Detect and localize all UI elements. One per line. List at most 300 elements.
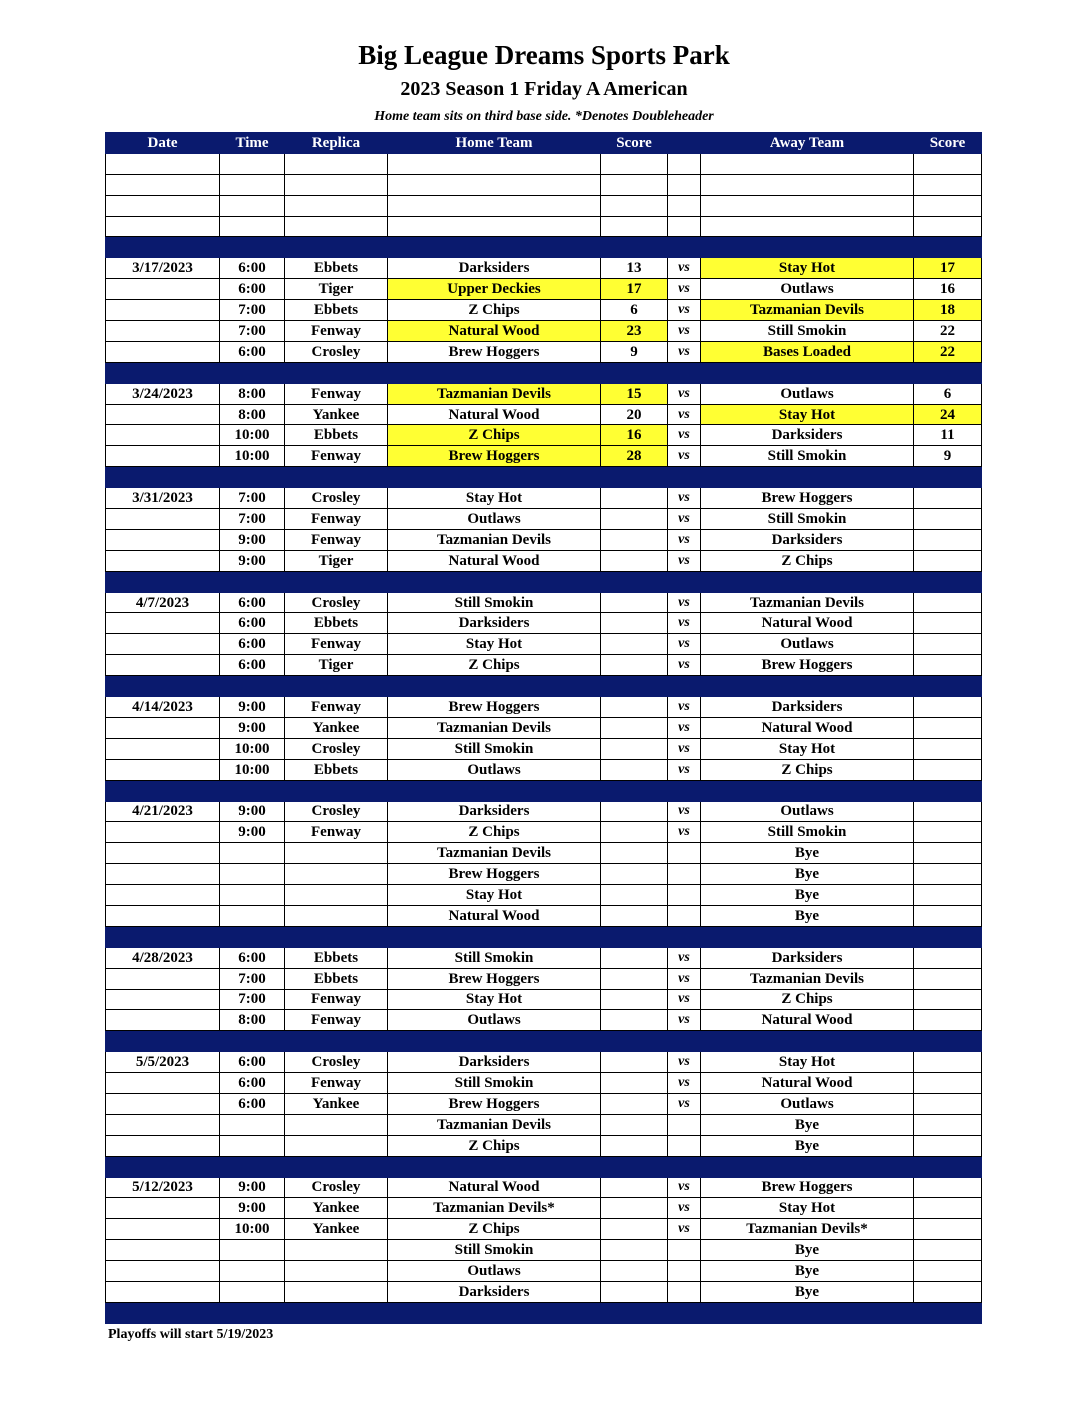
time-cell <box>220 195 285 216</box>
away-score-cell <box>914 1240 982 1261</box>
away-score-cell <box>914 509 982 530</box>
week-separator-row <box>106 1156 982 1177</box>
away-team-cell: Tazmanian Devils <box>701 592 914 613</box>
date-cell <box>106 404 220 425</box>
replica-cell: Fenway <box>285 509 388 530</box>
away-team-cell: Outlaws <box>701 1093 914 1114</box>
home-score-cell <box>601 968 668 989</box>
date-cell <box>106 738 220 759</box>
blank-row <box>106 195 982 216</box>
game-row <box>106 1281 982 1302</box>
away-score-cell <box>914 1261 982 1282</box>
game-row <box>106 509 982 530</box>
game-row <box>106 885 982 906</box>
home-score-cell <box>601 488 668 509</box>
time-cell: 9:00 <box>220 1177 285 1198</box>
date-cell <box>106 864 220 885</box>
game-row <box>106 1261 982 1282</box>
replica-cell <box>285 153 388 174</box>
separator-cell <box>220 676 285 697</box>
away-score-cell <box>914 1073 982 1094</box>
replica-cell <box>285 1114 388 1135</box>
separator-cell <box>668 780 701 801</box>
schedule-body <box>106 153 982 1323</box>
away-score-cell <box>914 947 982 968</box>
vs-cell: vs <box>668 446 701 467</box>
separator-cell <box>914 362 982 383</box>
home-score-cell <box>601 905 668 926</box>
separator-cell <box>914 780 982 801</box>
home-score-cell <box>601 759 668 780</box>
replica-cell: Yankee <box>285 717 388 738</box>
away-score-cell <box>914 1114 982 1135</box>
home-score-cell <box>601 864 668 885</box>
separator-cell <box>601 780 668 801</box>
date-cell <box>106 425 220 446</box>
vs-cell <box>668 905 701 926</box>
home-score-cell <box>601 801 668 822</box>
separator-cell <box>701 237 914 258</box>
away-team-cell: Brew Hoggers <box>701 655 914 676</box>
time-cell: 6:00 <box>220 947 285 968</box>
away-score-cell <box>914 738 982 759</box>
time-cell: 6:00 <box>220 279 285 300</box>
game-row <box>106 759 982 780</box>
away-score-cell <box>914 1281 982 1302</box>
replica-cell <box>285 1261 388 1282</box>
away-team-cell: Tazmanian Devils <box>701 300 914 321</box>
home-score-cell <box>601 717 668 738</box>
home-team-cell: Still Smokin <box>388 1073 601 1094</box>
date-cell: 5/12/2023 <box>106 1177 220 1198</box>
time-cell <box>220 1281 285 1302</box>
home-team-cell: Still Smokin <box>388 947 601 968</box>
date-cell <box>106 759 220 780</box>
game-row <box>106 864 982 885</box>
separator-cell <box>220 571 285 592</box>
date-cell <box>106 1198 220 1219</box>
game-row <box>106 801 982 822</box>
replica-cell: Fenway <box>285 634 388 655</box>
separator-cell <box>914 571 982 592</box>
page-subtitle: 2023 Season 1 Friday A American <box>400 78 688 100</box>
week-separator-row <box>106 676 982 697</box>
time-cell: 9:00 <box>220 550 285 571</box>
time-cell <box>220 1114 285 1135</box>
game-row <box>106 1198 982 1219</box>
col-header-home-team: Home Team <box>388 133 601 154</box>
separator-cell <box>601 676 668 697</box>
home-team-cell: Natural Wood <box>388 404 601 425</box>
replica-cell: Fenway <box>285 446 388 467</box>
separator-cell <box>106 676 220 697</box>
away-score-cell <box>914 655 982 676</box>
separator-cell <box>388 467 601 488</box>
time-cell: 6:00 <box>220 258 285 279</box>
separator-cell <box>601 1156 668 1177</box>
col-header-vs <box>668 133 701 154</box>
separator-cell <box>285 1156 388 1177</box>
time-cell: 7:00 <box>220 989 285 1010</box>
away-score-cell <box>914 1198 982 1219</box>
home-team-cell: Upper Deckies <box>388 279 601 300</box>
date-cell <box>106 300 220 321</box>
home-score-cell <box>601 1198 668 1219</box>
date-cell <box>106 885 220 906</box>
replica-cell: Fenway <box>285 321 388 342</box>
vs-cell <box>668 864 701 885</box>
game-row <box>106 341 982 362</box>
home-team-cell: Stay Hot <box>388 989 601 1010</box>
game-row <box>106 634 982 655</box>
away-score-cell <box>914 153 982 174</box>
replica-cell: Fenway <box>285 697 388 718</box>
separator-cell <box>914 467 982 488</box>
separator-cell <box>388 1156 601 1177</box>
away-team-cell: Darksiders <box>701 425 914 446</box>
date-cell: 3/24/2023 <box>106 383 220 404</box>
home-score-cell <box>601 1281 668 1302</box>
replica-cell: Fenway <box>285 1073 388 1094</box>
away-team-cell: Outlaws <box>701 801 914 822</box>
home-score-cell: 17 <box>601 279 668 300</box>
home-score-cell: 9 <box>601 341 668 362</box>
away-team-cell: Bye <box>701 1240 914 1261</box>
game-row <box>106 905 982 926</box>
home-team-cell: Natural Wood <box>388 905 601 926</box>
date-cell <box>106 509 220 530</box>
vs-cell: vs <box>668 404 701 425</box>
away-team-cell: Darksiders <box>701 947 914 968</box>
home-team-cell: Z Chips <box>388 1135 601 1156</box>
away-team-cell: Bases Loaded <box>701 341 914 362</box>
separator-cell <box>668 676 701 697</box>
separator-cell <box>701 467 914 488</box>
separator-cell <box>668 237 701 258</box>
away-team-cell: Natural Wood <box>701 1010 914 1031</box>
replica-cell <box>285 864 388 885</box>
vs-cell: vs <box>668 509 701 530</box>
blank-row <box>106 153 982 174</box>
date-cell <box>106 822 220 843</box>
vs-cell: vs <box>668 425 701 446</box>
date-cell <box>106 843 220 864</box>
away-team-cell: Stay Hot <box>701 258 914 279</box>
separator-cell <box>106 237 220 258</box>
home-score-cell <box>601 947 668 968</box>
game-row <box>106 488 982 509</box>
separator-cell <box>668 1302 701 1323</box>
away-team-cell: Bye <box>701 1281 914 1302</box>
away-team-cell: Z Chips <box>701 759 914 780</box>
home-score-cell <box>601 174 668 195</box>
game-row <box>106 968 982 989</box>
home-team-cell: Natural Wood <box>388 321 601 342</box>
separator-cell <box>388 676 601 697</box>
replica-cell <box>285 885 388 906</box>
game-row <box>106 300 982 321</box>
replica-cell <box>285 843 388 864</box>
separator-cell <box>388 362 601 383</box>
vs-cell: vs <box>668 1198 701 1219</box>
time-cell <box>220 1261 285 1282</box>
away-score-cell <box>914 717 982 738</box>
home-team-cell: Tazmanian Devils <box>388 1114 601 1135</box>
replica-cell: Yankee <box>285 1093 388 1114</box>
home-team-cell: Z Chips <box>388 655 601 676</box>
time-cell: 8:00 <box>220 383 285 404</box>
separator-cell <box>701 1302 914 1323</box>
replica-cell: Fenway <box>285 822 388 843</box>
vs-cell <box>668 885 701 906</box>
time-cell: 10:00 <box>220 446 285 467</box>
week-separator-row <box>106 1031 982 1052</box>
home-score-cell: 16 <box>601 425 668 446</box>
time-cell: 10:00 <box>220 425 285 446</box>
home-team-cell: Natural Wood <box>388 550 601 571</box>
date-cell: 3/17/2023 <box>106 258 220 279</box>
game-row <box>106 529 982 550</box>
week-separator-row <box>106 467 982 488</box>
replica-cell <box>285 1135 388 1156</box>
away-team-cell: Tazmanian Devils <box>701 968 914 989</box>
separator-cell <box>701 676 914 697</box>
vs-cell: vs <box>668 341 701 362</box>
week-separator-row <box>106 237 982 258</box>
vs-cell: vs <box>668 634 701 655</box>
separator-cell <box>914 1302 982 1323</box>
separator-cell <box>601 362 668 383</box>
separator-cell <box>601 1302 668 1323</box>
home-team-cell: Outlaws <box>388 1010 601 1031</box>
replica-cell: Crosley <box>285 1052 388 1073</box>
vs-cell <box>668 195 701 216</box>
separator-cell <box>914 1156 982 1177</box>
separator-cell <box>701 362 914 383</box>
away-team-cell: Outlaws <box>701 383 914 404</box>
replica-cell: Crosley <box>285 1177 388 1198</box>
game-row <box>106 1240 982 1261</box>
playoffs-note: Playoffs will start 5/19/2023 <box>108 1327 274 1342</box>
game-row <box>106 1010 982 1031</box>
time-cell: 8:00 <box>220 404 285 425</box>
vs-cell: vs <box>668 1093 701 1114</box>
separator-cell <box>388 780 601 801</box>
week-separator-row <box>106 1302 982 1323</box>
home-team-cell: Z Chips <box>388 425 601 446</box>
separator-cell <box>701 926 914 947</box>
away-team-cell: Bye <box>701 885 914 906</box>
away-score-cell <box>914 613 982 634</box>
away-score-cell <box>914 905 982 926</box>
away-score-cell: 24 <box>914 404 982 425</box>
date-cell <box>106 634 220 655</box>
home-score-cell <box>601 1073 668 1094</box>
away-team-cell: Bye <box>701 843 914 864</box>
away-score-cell: 11 <box>914 425 982 446</box>
home-score-cell <box>601 1261 668 1282</box>
home-score-cell: 28 <box>601 446 668 467</box>
away-score-cell <box>914 529 982 550</box>
date-cell <box>106 989 220 1010</box>
vs-cell: vs <box>668 989 701 1010</box>
away-team-cell: Bye <box>701 905 914 926</box>
week-separator-row <box>106 571 982 592</box>
time-cell <box>220 216 285 237</box>
time-cell: 9:00 <box>220 822 285 843</box>
time-cell: 10:00 <box>220 759 285 780</box>
vs-cell: vs <box>668 717 701 738</box>
replica-cell: Ebbets <box>285 968 388 989</box>
away-team-cell: Brew Hoggers <box>701 488 914 509</box>
away-score-cell <box>914 1135 982 1156</box>
away-team-cell: Tazmanian Devils* <box>701 1219 914 1240</box>
replica-cell: Ebbets <box>285 258 388 279</box>
away-score-cell <box>914 634 982 655</box>
vs-cell: vs <box>668 1073 701 1094</box>
away-score-cell <box>914 759 982 780</box>
away-score-cell <box>914 697 982 718</box>
game-row <box>106 697 982 718</box>
schedule-table <box>105 132 982 1324</box>
separator-cell <box>701 571 914 592</box>
away-score-cell <box>914 968 982 989</box>
replica-cell: Crosley <box>285 801 388 822</box>
time-cell: 6:00 <box>220 341 285 362</box>
separator-cell <box>914 237 982 258</box>
home-score-cell: 20 <box>601 404 668 425</box>
time-cell: 6:00 <box>220 613 285 634</box>
home-score-cell: 23 <box>601 321 668 342</box>
date-cell: 4/14/2023 <box>106 697 220 718</box>
replica-cell <box>285 216 388 237</box>
home-team-cell: Z Chips <box>388 1219 601 1240</box>
separator-cell <box>285 926 388 947</box>
separator-cell <box>220 237 285 258</box>
week-separator-row <box>106 362 982 383</box>
away-team-cell: Bye <box>701 1135 914 1156</box>
time-cell: 8:00 <box>220 1010 285 1031</box>
game-row <box>106 822 982 843</box>
game-row <box>106 383 982 404</box>
away-score-cell <box>914 195 982 216</box>
home-team-cell: Darksiders <box>388 1281 601 1302</box>
game-row <box>106 425 982 446</box>
separator-cell <box>601 1031 668 1052</box>
home-team-cell <box>388 153 601 174</box>
separator-cell <box>220 780 285 801</box>
game-row <box>106 550 982 571</box>
vs-cell <box>668 174 701 195</box>
replica-cell: Yankee <box>285 404 388 425</box>
table-header-row <box>106 133 982 154</box>
separator-cell <box>285 571 388 592</box>
replica-cell: Fenway <box>285 529 388 550</box>
vs-cell: vs <box>668 801 701 822</box>
date-cell <box>106 279 220 300</box>
away-score-cell: 18 <box>914 300 982 321</box>
date-cell <box>106 1135 220 1156</box>
separator-cell <box>668 571 701 592</box>
home-team-cell: Tazmanian Devils <box>388 843 601 864</box>
date-cell <box>106 446 220 467</box>
separator-cell <box>106 467 220 488</box>
page-title: Big League Dreams Sports Park <box>358 40 730 70</box>
away-score-cell <box>914 822 982 843</box>
vs-cell: vs <box>668 947 701 968</box>
home-score-cell <box>601 1052 668 1073</box>
vs-cell: vs <box>668 822 701 843</box>
time-cell: 7:00 <box>220 968 285 989</box>
home-score-cell <box>601 1114 668 1135</box>
vs-cell: vs <box>668 321 701 342</box>
separator-cell <box>220 926 285 947</box>
home-team-cell: Still Smokin <box>388 592 601 613</box>
home-team-cell: Outlaws <box>388 759 601 780</box>
vs-cell <box>668 216 701 237</box>
col-header-away-team: Away Team <box>701 133 914 154</box>
time-cell: 9:00 <box>220 529 285 550</box>
replica-cell: Tiger <box>285 655 388 676</box>
vs-cell: vs <box>668 759 701 780</box>
date-cell <box>106 905 220 926</box>
separator-cell <box>106 1031 220 1052</box>
away-team-cell: Natural Wood <box>701 717 914 738</box>
date-cell <box>106 195 220 216</box>
blank-row <box>106 216 982 237</box>
home-score-cell <box>601 509 668 530</box>
home-team-cell: Stay Hot <box>388 488 601 509</box>
separator-cell <box>601 237 668 258</box>
home-score-cell <box>601 195 668 216</box>
away-score-cell <box>914 864 982 885</box>
replica-cell <box>285 195 388 216</box>
vs-cell: vs <box>668 1010 701 1031</box>
col-header-replica: Replica <box>285 133 388 154</box>
vs-cell: vs <box>668 968 701 989</box>
separator-cell <box>601 467 668 488</box>
game-row <box>106 655 982 676</box>
time-cell <box>220 885 285 906</box>
separator-cell <box>701 780 914 801</box>
away-team-cell: Stay Hot <box>701 1052 914 1073</box>
vs-cell: vs <box>668 613 701 634</box>
game-row <box>106 613 982 634</box>
away-team-cell: Z Chips <box>701 550 914 571</box>
away-score-cell <box>914 885 982 906</box>
separator-cell <box>668 362 701 383</box>
replica-cell <box>285 1240 388 1261</box>
separator-cell <box>388 1302 601 1323</box>
col-header-time: Time <box>220 133 285 154</box>
separator-cell <box>388 237 601 258</box>
vs-cell: vs <box>668 1219 701 1240</box>
separator-cell <box>601 571 668 592</box>
date-cell <box>106 216 220 237</box>
date-cell <box>106 613 220 634</box>
date-cell <box>106 655 220 676</box>
vs-cell: vs <box>668 1177 701 1198</box>
vs-cell <box>668 843 701 864</box>
time-cell <box>220 905 285 926</box>
home-score-cell <box>601 989 668 1010</box>
home-team-cell: Outlaws <box>388 509 601 530</box>
home-team-cell: Tazmanian Devils <box>388 529 601 550</box>
home-team-cell <box>388 195 601 216</box>
separator-cell <box>285 1031 388 1052</box>
week-separator-row <box>106 780 982 801</box>
game-row <box>106 738 982 759</box>
